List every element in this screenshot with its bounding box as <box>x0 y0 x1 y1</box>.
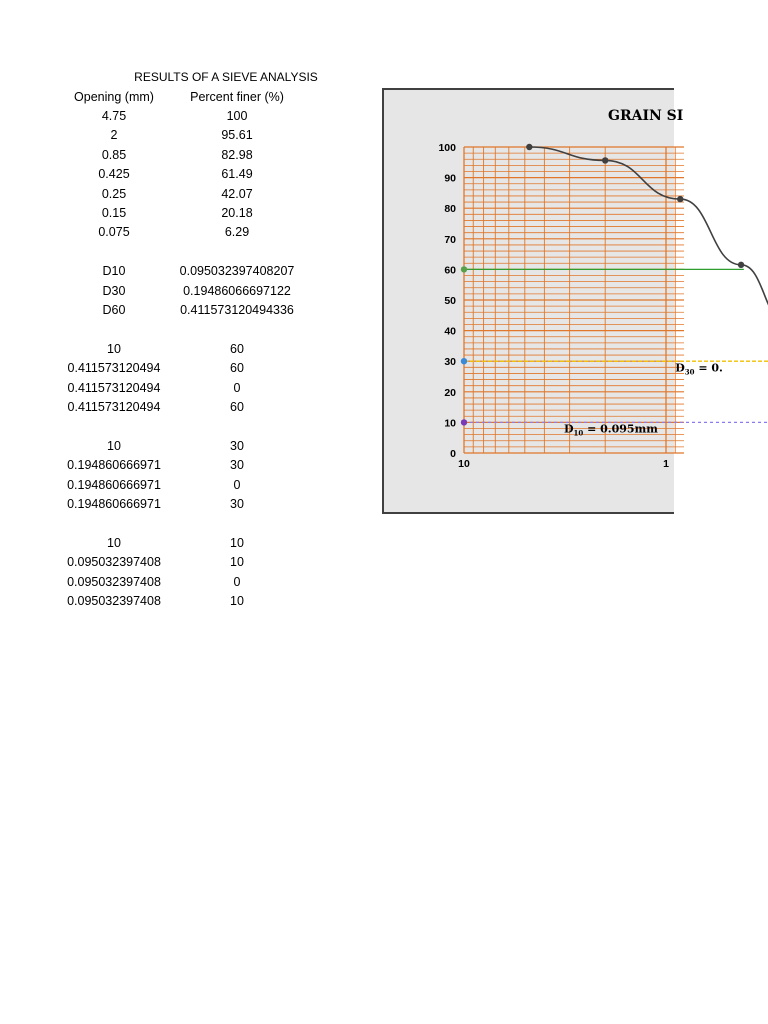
cell-col2: 0.095032397408207 <box>179 264 295 279</box>
sieve-row <box>40 187 340 205</box>
cell-col2: 0.411573120494336 <box>180 303 294 317</box>
cell-col2: 30 <box>230 438 244 453</box>
y-tick-label: 100 <box>438 142 456 154</box>
cell-col2: 0.19486066697122 <box>183 283 291 298</box>
data-point <box>677 196 683 202</box>
d60-line-row <box>40 361 340 379</box>
d10-line-row <box>40 555 340 573</box>
cell-col2: 6.29 <box>224 225 250 240</box>
annotation-30: $D_{30} = 0$. <box>675 361 723 377</box>
y-tick-label: 40 <box>444 325 456 338</box>
cell-col2: 42.07 <box>221 186 253 201</box>
cell-col1: 0.095032397408 <box>67 594 161 608</box>
cell-col1: 0.25 <box>101 186 127 201</box>
data-point <box>526 144 532 150</box>
cell-col1: 10 <box>107 438 121 453</box>
cell-col2: 10 <box>230 535 244 550</box>
series-marker-d30 <box>461 358 467 364</box>
y-tick-label: 80 <box>444 203 456 216</box>
y-tick-label: 20 <box>444 386 456 399</box>
d-value-row <box>40 264 340 282</box>
cell-col1: 0.85 <box>101 147 127 162</box>
cell-col2: 0 <box>233 380 241 395</box>
cell-col2: 61.49 <box>221 167 253 182</box>
y-tick-label: 0 <box>450 448 456 460</box>
cell-col2: 60 <box>230 361 244 376</box>
cell-col1: 0.194860666971 <box>67 458 161 473</box>
y-tick-label: 50 <box>444 295 456 307</box>
d30-line-row <box>40 439 340 457</box>
d10-line-row <box>40 575 340 593</box>
cell-col2: 60 <box>230 400 244 414</box>
cell-col1: 0.411573120494 <box>67 380 161 395</box>
col-header-opening: Opening (mm) <box>74 90 154 104</box>
annotation-10: $D_{10} = 0.095mm$ <box>563 422 658 438</box>
d30-line-row <box>40 478 340 496</box>
chart-plot-area <box>384 90 723 516</box>
y-tick-label: 60 <box>444 264 456 277</box>
d30-line-row <box>40 458 340 476</box>
cell-col2: 10 <box>230 594 244 608</box>
sieve-row <box>40 148 340 166</box>
series-marker-d60 <box>461 266 467 272</box>
data-point <box>738 262 744 268</box>
d-value-row <box>40 303 340 321</box>
cell-col2: 30 <box>230 458 244 473</box>
x-tick-label: 10 <box>458 458 470 470</box>
cell-col1: 0.194860666971 <box>67 497 161 511</box>
series-marker-d10 <box>461 419 467 425</box>
cell-col1: 0.194860666971 <box>67 477 161 492</box>
sieve-row <box>40 206 340 224</box>
d60-line-row <box>40 342 340 360</box>
d30-line-row <box>40 497 340 515</box>
y-tick-label: 90 <box>444 172 456 185</box>
cell-col1: 10 <box>107 341 121 356</box>
data-point <box>602 157 608 163</box>
d60-line-row <box>40 400 340 418</box>
cell-col2: 20.18 <box>221 206 253 220</box>
cell-col1: 0.425 <box>98 167 130 182</box>
x-tick-label: 1 <box>663 458 669 470</box>
cell-col1: D30 <box>102 283 126 298</box>
d10-line-row <box>40 594 340 612</box>
table-header-row <box>40 90 340 108</box>
sieve-row <box>40 128 340 146</box>
cell-col1: 4.75 <box>101 109 127 123</box>
sieve-row <box>40 109 340 127</box>
cell-col2: 30 <box>230 497 244 511</box>
cell-col1: 0.411573120494 <box>67 400 161 414</box>
cell-col1: D10 <box>102 264 126 279</box>
d60-line-row <box>40 381 340 399</box>
y-tick-label: 10 <box>444 417 456 430</box>
cell-col2: 0 <box>233 574 241 589</box>
sieve-row <box>40 225 340 243</box>
chart-title: GRAIN SI <box>608 108 684 124</box>
y-tick-label: 70 <box>444 233 456 246</box>
cell-col2: 100 <box>226 109 248 123</box>
cell-col2: 0 <box>233 477 241 492</box>
table-title: RESULTS OF A SIEVE ANALYSIS <box>134 70 318 84</box>
cell-col1: 10 <box>107 535 121 550</box>
cell-col2: 60 <box>230 341 244 356</box>
cell-col1: 0.095032397408 <box>67 574 161 589</box>
cell-col1: D60 <box>102 303 126 317</box>
cell-col2: 82.98 <box>221 147 253 162</box>
sieve-row <box>40 167 340 185</box>
col-header-percent: Percent finer (%) <box>190 90 284 104</box>
y-tick-label: 30 <box>444 356 456 369</box>
d10-line-row <box>40 536 340 554</box>
cell-col1: 0.095032397408 <box>67 555 161 570</box>
cell-col1: 2 <box>110 128 118 143</box>
cell-col2: 10 <box>230 555 244 570</box>
cell-col1: 0.075 <box>98 225 130 240</box>
d-value-row <box>40 284 340 302</box>
grain-size-chart <box>382 88 723 514</box>
cell-col1: 0.411573120494 <box>67 361 161 376</box>
cell-col1: 0.15 <box>101 206 127 220</box>
cell-col2: 95.61 <box>221 128 253 143</box>
